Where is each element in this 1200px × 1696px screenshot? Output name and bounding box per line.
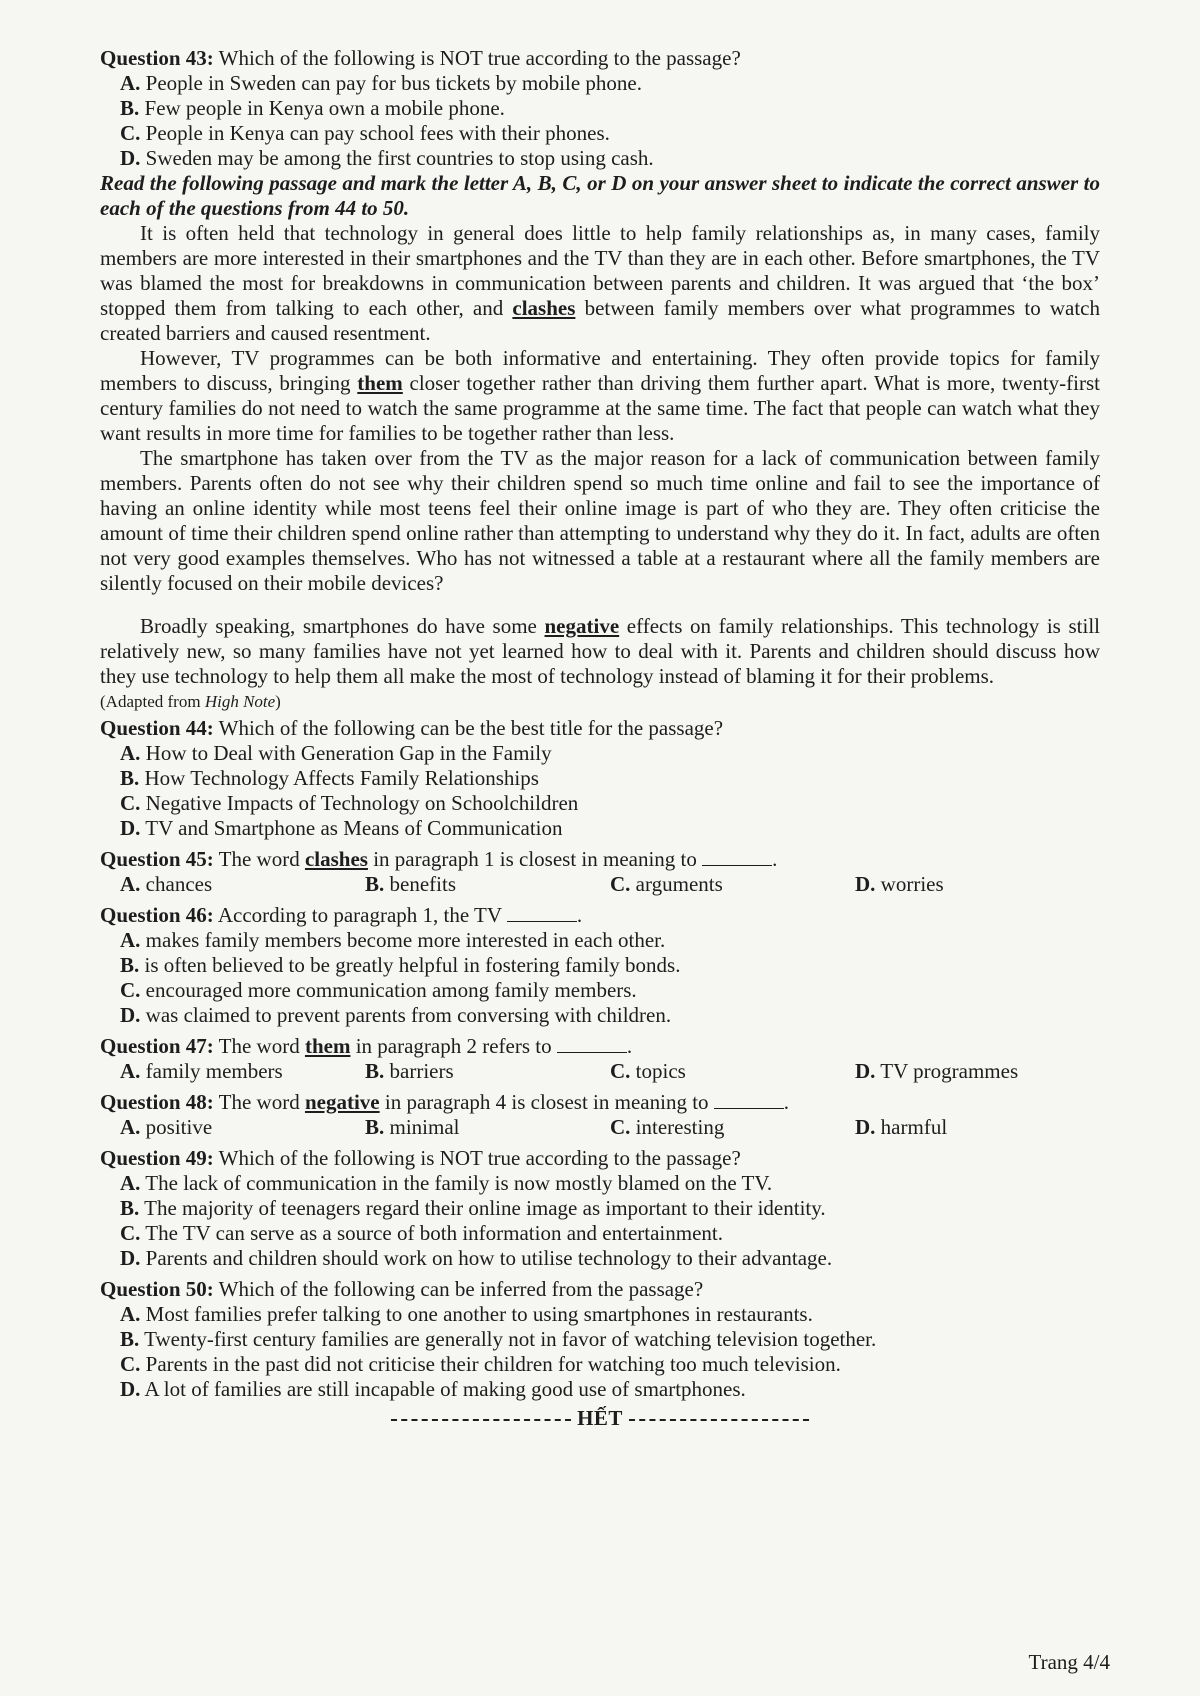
option-b: B. is often believed to be greatly helpful in fostering family bonds. [120,953,681,977]
option-b: B. Few people in Kenya own a mobile phone. [120,96,505,120]
paragraph-2: However, TV programmes can be both informative and entertaining. They often provide topics for family members to discuss, bringing them closer together rather than driving them further apart. What is more, twenty-first century families do not need to watch the same programme at the same time. The fact that people can watch what they want results in more time for families to be together rather than less. [100,346,1101,445]
option-c: C. Parents in the past did not criticise their children for watching too much television. [120,1352,841,1376]
underlined-word-clashes: clashes [512,296,576,320]
reading-passage [100,221,1100,714]
option-b: B. How Technology Affects Family Relationships [120,766,539,790]
option-c: C. topics [610,1059,686,1083]
exam-page [100,44,1100,1431]
option-b: B. minimal [365,1115,460,1139]
option-d: D. TV and Smartphone as Means of Communication [120,816,563,840]
option-c: C. arguments [610,872,723,896]
answer-blank [507,903,577,922]
divider [391,1419,571,1421]
paragraph-1: It is often held that technology in general does little to help family relationships as, in many cases, family members are more interested in their smartphones and the TV than they are in each other. Before smartphones, the TV was blamed the most for breakdowns in communication between parents and children. It was argued that ‘the box’ stopped them from talking to each other, and clashes between family members over what programmes to watch created barriers and caused resentment. [100,221,1100,345]
option-b: B. barriers [365,1059,454,1083]
option-c: C. People in Kenya can pay school fees with their phones. [120,121,610,145]
option-c: C. Negative Impacts of Technology on Schoolchildren [120,791,579,815]
option-c: C. The TV can serve as a source of both information and entertainment. [120,1221,723,1245]
passage-source: (Adapted from High Note) [100,692,281,711]
option-a: A. The lack of communication in the family is now mostly blamed on the TV. [120,1171,773,1195]
question-50: Question 50: Which of the following can be inferred from the passage? A. Most families prefer talking to one another to using smartphones in restaurants. B. Twenty-first century families are generally not in favor of watching television together. C. Parents in the past did not criticise their children for watching too much television. D. A lot of families are still incapable of making good use of smartphones. [100,1277,1100,1402]
option-c: C. interesting [610,1115,725,1139]
question-43 [100,46,1100,171]
option-a: A. People in Sweden can pay for bus tickets by mobile phone. [120,71,642,95]
option-b: B. The majority of teenagers regard their online image as important to their identity. [120,1196,826,1220]
section-instruction: Read the following passage and mark the letter A, B, C, or D on your answer sheet to indicate the correct answer to each of the questions from 44 to 50. [100,171,1100,220]
underlined-word-them: them [357,371,403,395]
option-d: D. Sweden may be among the first countries to stop using cash. [120,146,654,170]
question-48: Question 48: The word negative in paragraph 4 is closest in meaning to . A. positive B. minimal C. interesting D. harmful [100,1090,1100,1140]
answer-blank [714,1090,784,1109]
option-b: B. Twenty-first century families are generally not in favor of watching television together. [120,1327,877,1351]
option-a: A. positive [120,1115,213,1139]
option-a: A. Most families prefer talking to one another to using smartphones in restaurants. [120,1302,813,1326]
option-a: A. chances [120,872,213,896]
option-d: D. harmful [855,1115,948,1139]
option-c: C. encouraged more communication among family members. [120,978,637,1002]
option-d: D. worries [855,872,944,896]
option-b: B. benefits [365,872,456,896]
question-text: Which of the following is NOT true according to the passage? [218,46,741,70]
option-d: D. Parents and children should work on how to utilise technology to their advantage. [120,1246,833,1270]
option-d: D. TV programmes [855,1059,1019,1083]
question-46: Question 46: According to paragraph 1, the TV . A. makes family members become more interested in each other. B. is often believed to be greatly helpful in fostering family bonds. C. encouraged more communication among family members. D. was claimed to prevent parents from conversing with children. [100,903,1100,1028]
option-d: D. was claimed to prevent parents from conversing with children. [120,1003,672,1027]
answer-blank [557,1034,627,1053]
question-49: Question 49: Which of the following is NOT true according to the passage? A. The lack of communication in the family is now mostly blamed on the TV. B. The majority of teenagers regard their online image as important to their identity. C. The TV can serve as a source of both information and entertainment. D. Parents and children should work on how to utilise technology to their advantage. [100,1146,1100,1271]
answer-blank [702,847,772,866]
option-d: D. A lot of families are still incapable of making good use of smartphones. [120,1377,746,1401]
option-a: A. family members [120,1059,283,1083]
paragraph-3: The smartphone has taken over from the TV as the major reason for a lack of communication between family members. Parents often do not see why their children spend so much time online and fail to see the importance of having an online identity while most teens feel their online image is part of who they are. They often criticise the amount of time their children spend online rather than attempting to understand why they do it. In fact, adults are often not very good examples themselves. Who has not witnessed a table at a restaurant where all the family members are silently focused on their mobile devices? [100,446,1100,595]
question-47: Question 47: The word them in paragraph 2 refers to . A. family members B. barriers C. topics D. TV programmes [100,1034,1100,1084]
paragraph-4: Broadly speaking, smartphones do have some negative effects on family relationships. This technology is still relatively new, so many families have not yet learned how to deal with it. Parents and children should discuss how they use technology to help them all make the most of technology instead of blaming it for their problems. [100,614,1100,688]
page-number: Trang 4/4 [1028,1650,1110,1674]
question-label: Question 43: [100,46,214,70]
option-a: A. makes family members become more interested in each other. [120,928,666,952]
end-marker: HẾT [100,1406,1100,1431]
question-44: Question 44: Which of the following can be the best title for the passage? A. How to Deal with Generation Gap in the Family B. How Technology Affects Family Relationships C. Negative Impacts of Technology on Schoolchildren D. TV and Smartphone as Means of Communication [100,716,1100,841]
divider [629,1419,809,1421]
option-a: A. How to Deal with Generation Gap in the Family [120,741,552,765]
question-45: Question 45: The word clashes in paragraph 1 is closest in meaning to . A. chances B. benefits C. arguments D. worries [100,847,1100,897]
underlined-word-negative: negative [544,614,620,638]
